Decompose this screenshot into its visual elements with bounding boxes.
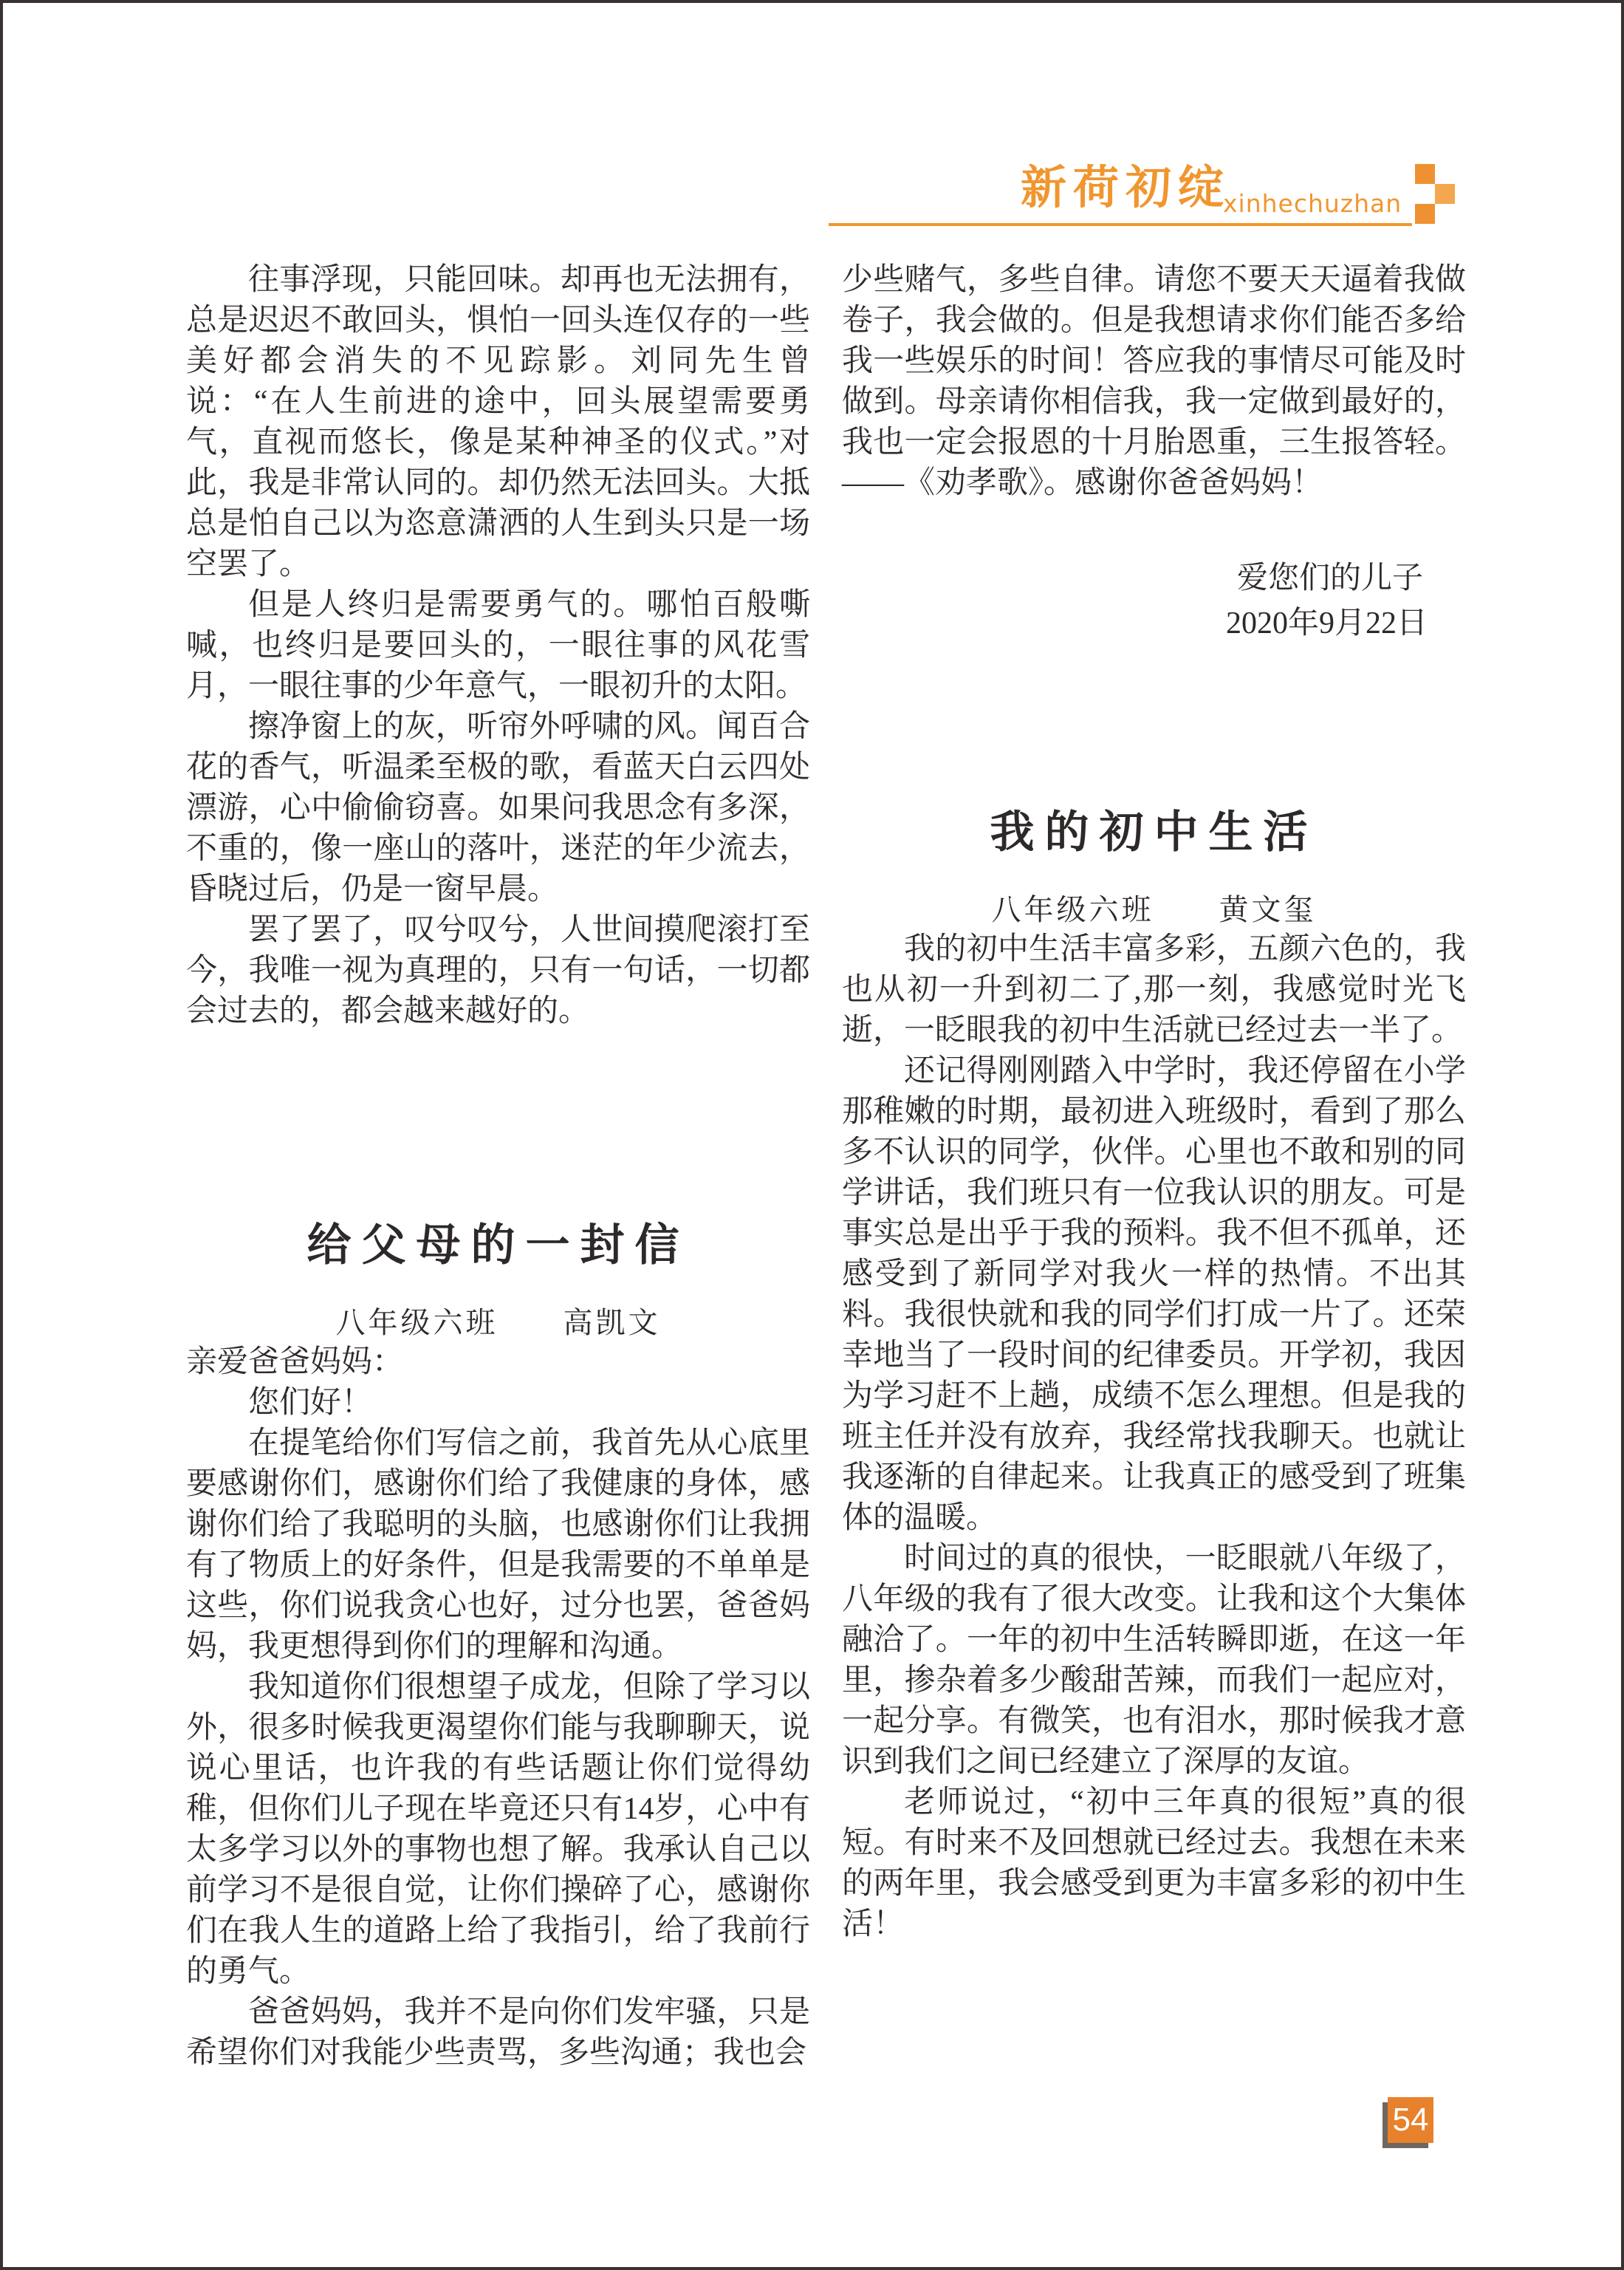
logo-square-decoration-icon (1415, 164, 1435, 184)
article-author: 八年级六班 高凯文 (335, 1306, 661, 1339)
letter-date: 2020年9月22日 (1225, 606, 1428, 640)
essay-paragraph: 擦净窗上的灰，听帘外呼啸的风。闻百合花的香气，听温柔至极的歌，看蓝天白云四处漂游，心中偷偷窃喜。如果问我思念有多深，不重的，像一座山的落叶，迷茫的年少流去，昏晓过后，仍是一窗早晨。 (186, 710, 810, 906)
magazine-logo-pinyin: xinhechuzhan (1223, 189, 1402, 218)
page-number: 54 (1392, 2102, 1429, 2138)
letter-paragraph: 爸爸妈妈，我并不是向你们发牢骚，只是希望你们对我能少些责骂，多些沟通；我也会 (186, 1995, 810, 2070)
essay-paragraph: 老师说过，“初中三年真的很短”真的很短。有时来不及回想就已经过去。我想在未来的两年里，我会感受到更为丰富多彩的初中生活！ (842, 1785, 1466, 1941)
essay-paragraph: 但是人终归是需要勇气的。哪怕百般嘶喊，也终归是要回头的，一眼往事的风花雪月，一眼往事的少年意气，一眼初升的太阳。 (186, 588, 810, 703)
essay-paragraph: 我的初中生活丰富多彩，五颜六色的，我也从初一升到初二了,那一刻，我感觉时光飞逝，一眨眼我的初中生活就已经过去一半了。 (842, 932, 1466, 1047)
essay-paragraph: 时间过的真的很快，一眨眼就八年级了，八年级的我有了很大改变。让我和这个大集体融洽了。一年的初中生活转瞬即逝，在这一年里，掺杂着多少酸甜苦辣，而我们一起应对，一起分享。有微笑，也有泪水，那时候我才意识到我们之间已经建立了深厚的友谊。 (842, 1542, 1466, 1779)
left-column (186, 260, 810, 2074)
essay-paragraph: 还记得刚刚踏入中学时，我还停留在小学那稚嫩的时期，最初进入班级时，看到了那么多不认识的同学，伙伴。心里也不敢和别的同学讲话，我们班只有一位我认识的朋友。可是事实总是出乎于我的预料。我不但不孤单，还感受到了新同学对我火一样的热情。不出其料。我很快就和我的同学们打成一片了。还荣幸地当了一段时间的纪律委员。开学初，我因为学习赶不上趟，成绩不怎么理想。但是我的班主任并没有放弃，我经常找我聊天。也就让我逐渐的自律起来。让我真正的感受到了班集体的温暖。 (842, 1054, 1466, 1535)
essay-paragraph: 往事浮现，只能回味。却再也无法拥有，总是迟迟不敢回头，惧怕一回头连仅存的一些美好都会消失的不见踪影。刘同先生曾说：“在人生前进的途中，回头展望需要勇气，直视而悠长，像是某种神圣的仪式。”对此，我是非常认同的。却仍然无法回头。大抵总是怕自己以为恣意潇洒的人生到头只是一场空罢了。 (186, 263, 810, 581)
essay-paragraph: 罢了罢了，叹兮叹兮，人世间摸爬滚打至今，我唯一视为真理的，只有一句话，一切都会过去的，都会越来越好的。 (186, 913, 810, 1028)
header-rule (829, 223, 1412, 226)
letter-continuation-paragraph: 少些赌气，多些自律。请您不要天天逼着我做卷子，我会做的。但是我想请求你们能否多给我一些娱乐的时间！答应我的事情尽可能及时做到。母亲请你相信我，我一定做到最好的，我也一定会报恩的十月胎恩重，三生报答轻。——《劝孝歌》。感谢你爸爸妈妈！ (842, 263, 1466, 500)
logo-square-decoration-icon (1435, 184, 1455, 204)
article-author: 八年级六班 黄文玺 (991, 893, 1317, 926)
letter-signature: 爱您们的儿子 (1236, 561, 1423, 595)
article-title-letter: 给父母的一封信 (306, 1221, 690, 1270)
article-title-school-life: 我的初中生活 (990, 808, 1318, 857)
letter-paragraph: 在提笔给你们写信之前，我首先从心底里要感谢你们，感谢你们给了我健康的身体，感谢你们给了我聪明的头脑，也感谢你们让我拥有了物质上的好条件，但是我需要的不单单是这些，你们说我贪心也好，过分也罢，爸爸妈妈，我更想得到你们的理解和沟通。 (186, 1426, 810, 1664)
right-column (842, 260, 1466, 1945)
magazine-logo-chinese: 新荷初绽 (1021, 160, 1231, 214)
letter-paragraph: 您们好！ (248, 1386, 373, 1420)
letter-salutation: 亲爱爸爸妈妈： (186, 1345, 404, 1379)
page-number-badge (1388, 2097, 1433, 2143)
letter-paragraph: 我知道你们很想望子成龙，但除了学习以外，很多时候我更渴望你们能与我聊聊天，说说心里话，也许我的有些话题让你们觉得幼稚，但你们儿子现在毕竟还只有14岁，心中有太多学习以外的事物也想了解。我承认自己以前学习不是很自觉，让你们操碎了心，感谢你们在我人生的道路上给了我指引，给了我前行的勇气。 (186, 1670, 810, 1989)
logo-square-decoration-icon (1415, 204, 1435, 224)
